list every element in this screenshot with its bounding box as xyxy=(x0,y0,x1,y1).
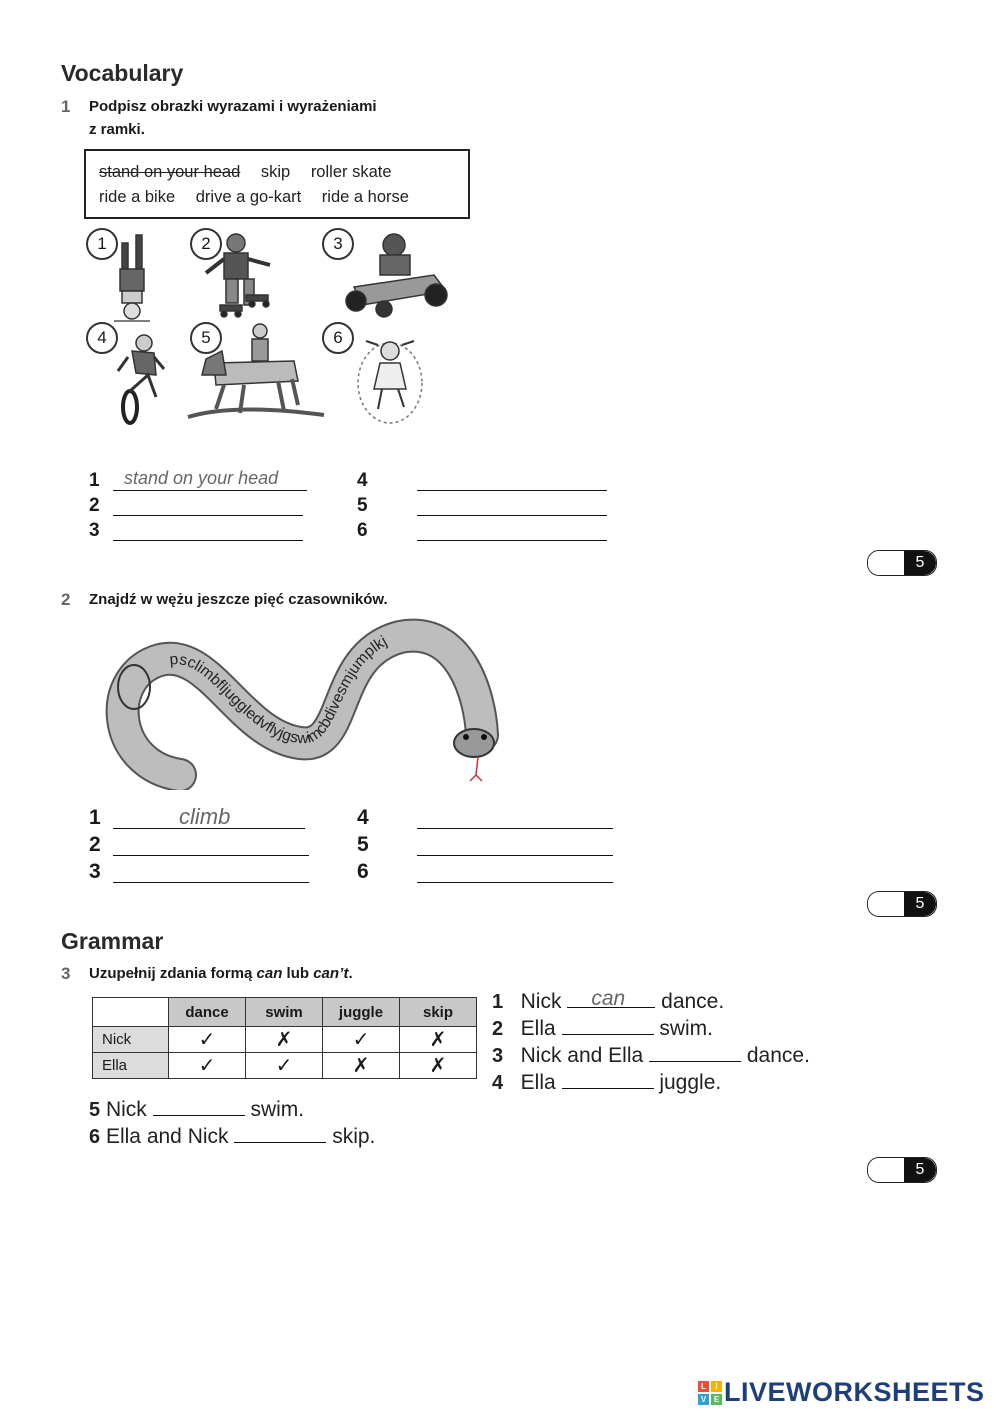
instruction-line: Podpisz obrazki wyrazami i wyrażeniami xyxy=(89,98,377,115)
word-box-item: stand on your head xyxy=(99,163,241,181)
answer-line[interactable] xyxy=(113,828,305,829)
sentence-text: Ella and Nick xyxy=(105,1125,235,1148)
sentence-text: Ella xyxy=(520,1017,562,1040)
word-box-item: drive a go-kart xyxy=(195,188,302,206)
sentence-number: 6 xyxy=(89,1126,101,1148)
cross-icon: ✗ xyxy=(400,1053,477,1079)
sentence-text: Nick xyxy=(105,1098,153,1121)
picture-number: 1 xyxy=(86,228,118,260)
answer-field[interactable] xyxy=(113,855,309,856)
sentence-text: skip. xyxy=(326,1125,376,1148)
sentence xyxy=(492,989,724,1014)
picture-number: 4 xyxy=(86,322,118,354)
picture-number: 5 xyxy=(190,322,222,354)
table-header: dance xyxy=(169,998,246,1027)
word-box-item: ride a bike xyxy=(99,188,176,206)
section-heading-vocabulary: Vocabulary xyxy=(61,60,184,86)
instruction-text: lub xyxy=(282,965,314,982)
bike-picture xyxy=(118,335,164,423)
answer-field[interactable] xyxy=(417,515,607,516)
answer-field[interactable] xyxy=(234,1124,326,1143)
answer-example: stand on your head xyxy=(124,468,279,488)
answer-field[interactable] xyxy=(417,828,613,829)
logo-letter: L xyxy=(698,1381,709,1392)
answer-field[interactable] xyxy=(153,1097,245,1116)
sentence-text: Ella xyxy=(520,1071,562,1094)
sentence xyxy=(492,1043,810,1068)
answer-field[interactable] xyxy=(417,490,607,491)
sentence-text: dance. xyxy=(741,1044,810,1067)
exercise-number: 2 xyxy=(61,590,71,609)
answer-number: 2 xyxy=(89,495,100,516)
instruction-cant: can’t xyxy=(313,965,349,982)
sentence xyxy=(492,1016,713,1041)
answer-field[interactable] xyxy=(113,882,309,883)
answer-number: 4 xyxy=(357,806,369,829)
go-kart-picture xyxy=(346,234,447,317)
logo-letter: I xyxy=(711,1381,722,1392)
cross-icon: ✗ xyxy=(323,1053,400,1079)
answer-field[interactable] xyxy=(562,1070,654,1089)
table-row xyxy=(93,1053,477,1079)
table-row-name: Ella xyxy=(93,1053,169,1079)
instruction-text: Uzupełnij zdania formą xyxy=(89,965,257,982)
picture-number: 6 xyxy=(322,322,354,354)
table-header: swim xyxy=(246,998,323,1027)
snake-letters: psclimbfljuggledvflyjgswimcbdivesmjumplkj xyxy=(168,632,390,748)
logo-letter: V xyxy=(698,1394,709,1405)
ability-table xyxy=(92,997,477,1079)
answer-number: 3 xyxy=(89,860,101,883)
sentence-number: 1 xyxy=(492,991,504,1013)
answer-number: 4 xyxy=(357,470,368,491)
word-box-item: roller skate xyxy=(310,163,392,181)
answer-line[interactable] xyxy=(113,490,307,491)
answer-field[interactable] xyxy=(417,855,613,856)
table-row-name: Nick xyxy=(93,1027,169,1053)
liveworksheets-logo-icon xyxy=(698,1381,722,1405)
answer-example: climb xyxy=(179,804,231,829)
snake-head xyxy=(454,729,494,757)
answer-gap[interactable] xyxy=(567,989,655,1008)
answer-number: 6 xyxy=(357,520,368,541)
section-heading-grammar: Grammar xyxy=(61,928,164,954)
exercise-instruction xyxy=(89,95,377,141)
sentence-text: juggle. xyxy=(653,1071,722,1094)
sentence xyxy=(89,1097,304,1122)
answer-number: 5 xyxy=(357,833,369,856)
cross-icon: ✗ xyxy=(400,1027,477,1053)
answer-number: 6 xyxy=(357,860,369,883)
score-total: 5 xyxy=(904,892,936,916)
instruction-can: can xyxy=(256,965,283,982)
answer-number: 5 xyxy=(357,495,368,516)
score-badge xyxy=(867,891,937,917)
sentence-text: dance. xyxy=(655,990,725,1013)
liveworksheets-brand[interactable]: LIVEWORKSHEETS xyxy=(724,1377,985,1407)
answer-field[interactable] xyxy=(113,540,303,541)
word-box-row xyxy=(99,163,408,182)
table-corner xyxy=(93,998,169,1027)
score-input[interactable] xyxy=(868,892,904,916)
answer-number: 1 xyxy=(89,470,100,491)
picture-number: 3 xyxy=(322,228,354,260)
exercise-instruction xyxy=(89,962,353,985)
word-box-row xyxy=(99,188,425,207)
skipping-girl-picture xyxy=(358,341,422,423)
score-total: 5 xyxy=(904,551,936,575)
exercise-instruction: Znajdź w wężu jeszcze pięć czasowników. xyxy=(89,591,388,608)
word-box xyxy=(84,149,470,219)
sentence-number: 5 xyxy=(89,1099,101,1121)
sentence xyxy=(89,1124,375,1149)
sentence-number: 3 xyxy=(492,1045,504,1067)
answer-number: 1 xyxy=(89,806,101,829)
answer-field[interactable] xyxy=(417,540,607,541)
sentence-text: swim. xyxy=(653,1017,713,1040)
score-input[interactable] xyxy=(868,1158,904,1182)
answer-example: can xyxy=(591,987,626,1010)
sentence-text: Nick and Ella xyxy=(520,1044,650,1067)
picture-number: 2 xyxy=(190,228,222,260)
answer-field[interactable] xyxy=(113,515,303,516)
word-box-item: skip xyxy=(260,163,291,181)
score-badge xyxy=(867,1157,937,1183)
sentence-number: 4 xyxy=(492,1072,504,1094)
table-header: juggle xyxy=(323,998,400,1027)
cross-icon: ✗ xyxy=(246,1027,323,1053)
sentence-text: Nick xyxy=(520,990,568,1013)
score-total: 5 xyxy=(904,1158,936,1182)
tick-icon: ✓ xyxy=(169,1027,246,1053)
word-snake xyxy=(100,615,500,790)
handstand-picture xyxy=(114,235,150,321)
table-row xyxy=(93,1027,477,1053)
answer-number: 3 xyxy=(89,520,100,541)
table-header: skip xyxy=(400,998,477,1027)
tick-icon: ✓ xyxy=(169,1053,246,1079)
sentence-number: 2 xyxy=(492,1018,504,1040)
activity-pictures xyxy=(84,225,464,430)
sentence-text: swim. xyxy=(244,1098,305,1121)
answer-number: 2 xyxy=(89,833,101,856)
score-badge xyxy=(867,550,937,576)
exercise-number: 1 xyxy=(61,97,71,116)
score-input[interactable] xyxy=(868,551,904,575)
answer-field[interactable] xyxy=(417,882,613,883)
answer-field[interactable] xyxy=(562,1016,654,1035)
table-header-row xyxy=(93,998,477,1027)
logo-letter: E xyxy=(711,1394,722,1405)
instruction-text: . xyxy=(348,965,353,982)
tick-icon: ✓ xyxy=(323,1027,400,1053)
answer-field[interactable] xyxy=(649,1043,741,1062)
exercise-number: 3 xyxy=(61,964,71,983)
tick-icon: ✓ xyxy=(246,1053,323,1079)
sentence xyxy=(492,1070,721,1095)
instruction-line: z ramki. xyxy=(89,121,145,138)
word-box-item: ride a horse xyxy=(321,188,409,206)
